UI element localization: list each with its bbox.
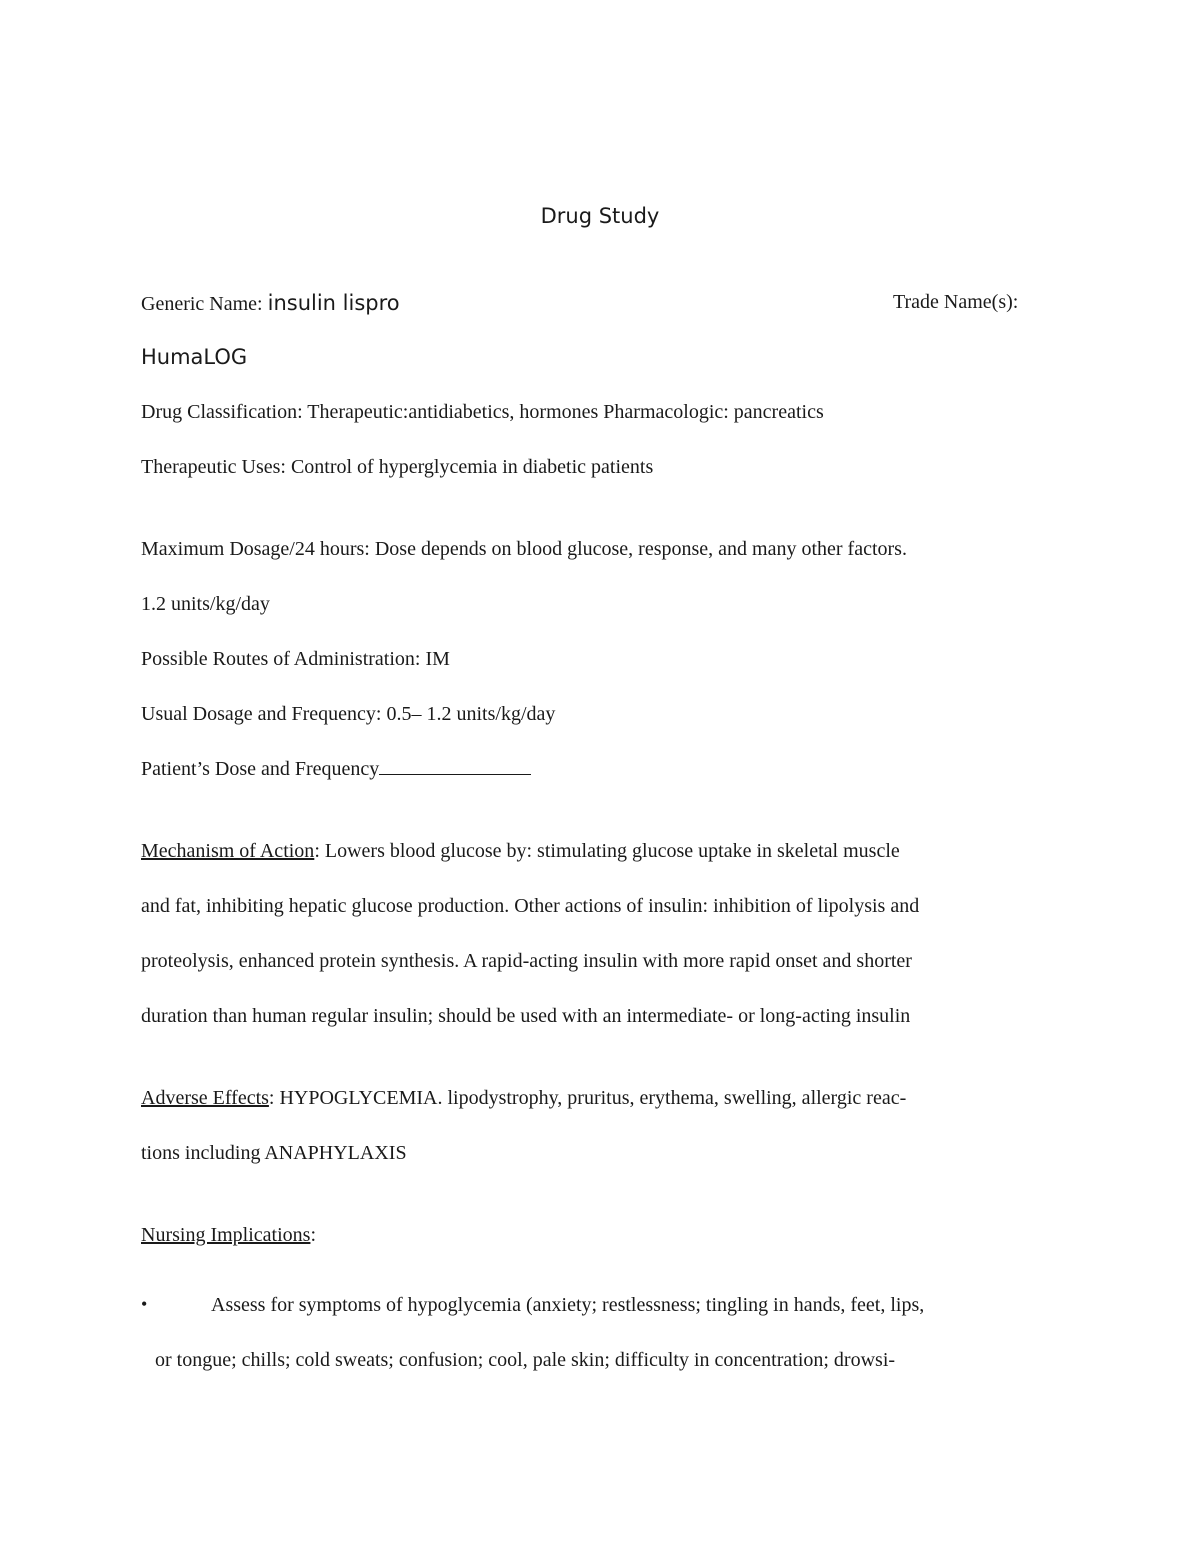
nursing-heading: Nursing Implications [141, 1224, 311, 1246]
adverse-text-1: : HYPOGLYCEMIA. lipodystrophy, pruritus, erythema, swelling, allergic reac- [268, 1087, 907, 1109]
nursing-heading-colon: : [310, 1224, 316, 1246]
mechanism-text-1: : Lowers blood glucose by: stimulating glucose uptake in skeletal muscle [314, 840, 900, 862]
nursing-item-line-2: or tongue; chills; cold sweats; confusion; cool, pale skin; difficulty in concentration; drowsi- [155, 1349, 896, 1371]
generic-name-row [141, 291, 400, 316]
maximum-dosage-value: 1.2 units/kg/day [141, 593, 270, 615]
patient-dose-row [141, 758, 531, 781]
mechanism-heading: Mechanism of Action [141, 840, 315, 862]
adverse-line-1 [141, 1087, 906, 1110]
mechanism-line-2: and fat, inhibiting hepatic glucose production. Other actions of insulin: inhibition of lipolysis and [141, 895, 920, 917]
trade-name-value: HumaLOG [141, 345, 248, 369]
bullet-icon: • [141, 1294, 148, 1314]
drug-classification: Drug Classification: Therapeutic:antidiabetics, hormones Pharmacologic: pancreatics [141, 401, 824, 423]
therapeutic-uses: Therapeutic Uses: Control of hyperglycemia in diabetic patients [141, 456, 654, 478]
generic-name-value: insulin lispro [267, 291, 400, 315]
nursing-heading-row [141, 1224, 316, 1247]
patient-dose-label: Patient’s Dose and Frequency [141, 758, 380, 780]
patient-dose-blank [379, 773, 531, 775]
page-title: Drug Study [540, 204, 660, 228]
mechanism-line-4: duration than human regular insulin; should be used with an intermediate- or long-acting insulin [141, 1005, 911, 1027]
nursing-item-line-1: Assess for symptoms of hypoglycemia (anxiety; restlessness; tingling in hands, feet, lips, [211, 1294, 925, 1316]
routes-of-administration: Possible Routes of Administration: IM [141, 648, 450, 670]
mechanism-line-3: proteolysis, enhanced protein synthesis. A rapid-acting insulin with more rapid onset and shorter [141, 950, 912, 972]
generic-name-label: Generic Name: [141, 293, 268, 315]
mechanism-line-1 [141, 840, 900, 863]
usual-dosage: Usual Dosage and Frequency: 0.5– 1.2 units/kg/day [141, 703, 556, 725]
maximum-dosage: Maximum Dosage/24 hours: Dose depends on blood glucose, response, and many other factors. [141, 538, 907, 560]
adverse-heading: Adverse Effects [141, 1087, 269, 1109]
trade-name-label: Trade Name(s): [893, 291, 1019, 313]
adverse-line-2: tions including ANAPHYLAXIS [141, 1142, 407, 1164]
